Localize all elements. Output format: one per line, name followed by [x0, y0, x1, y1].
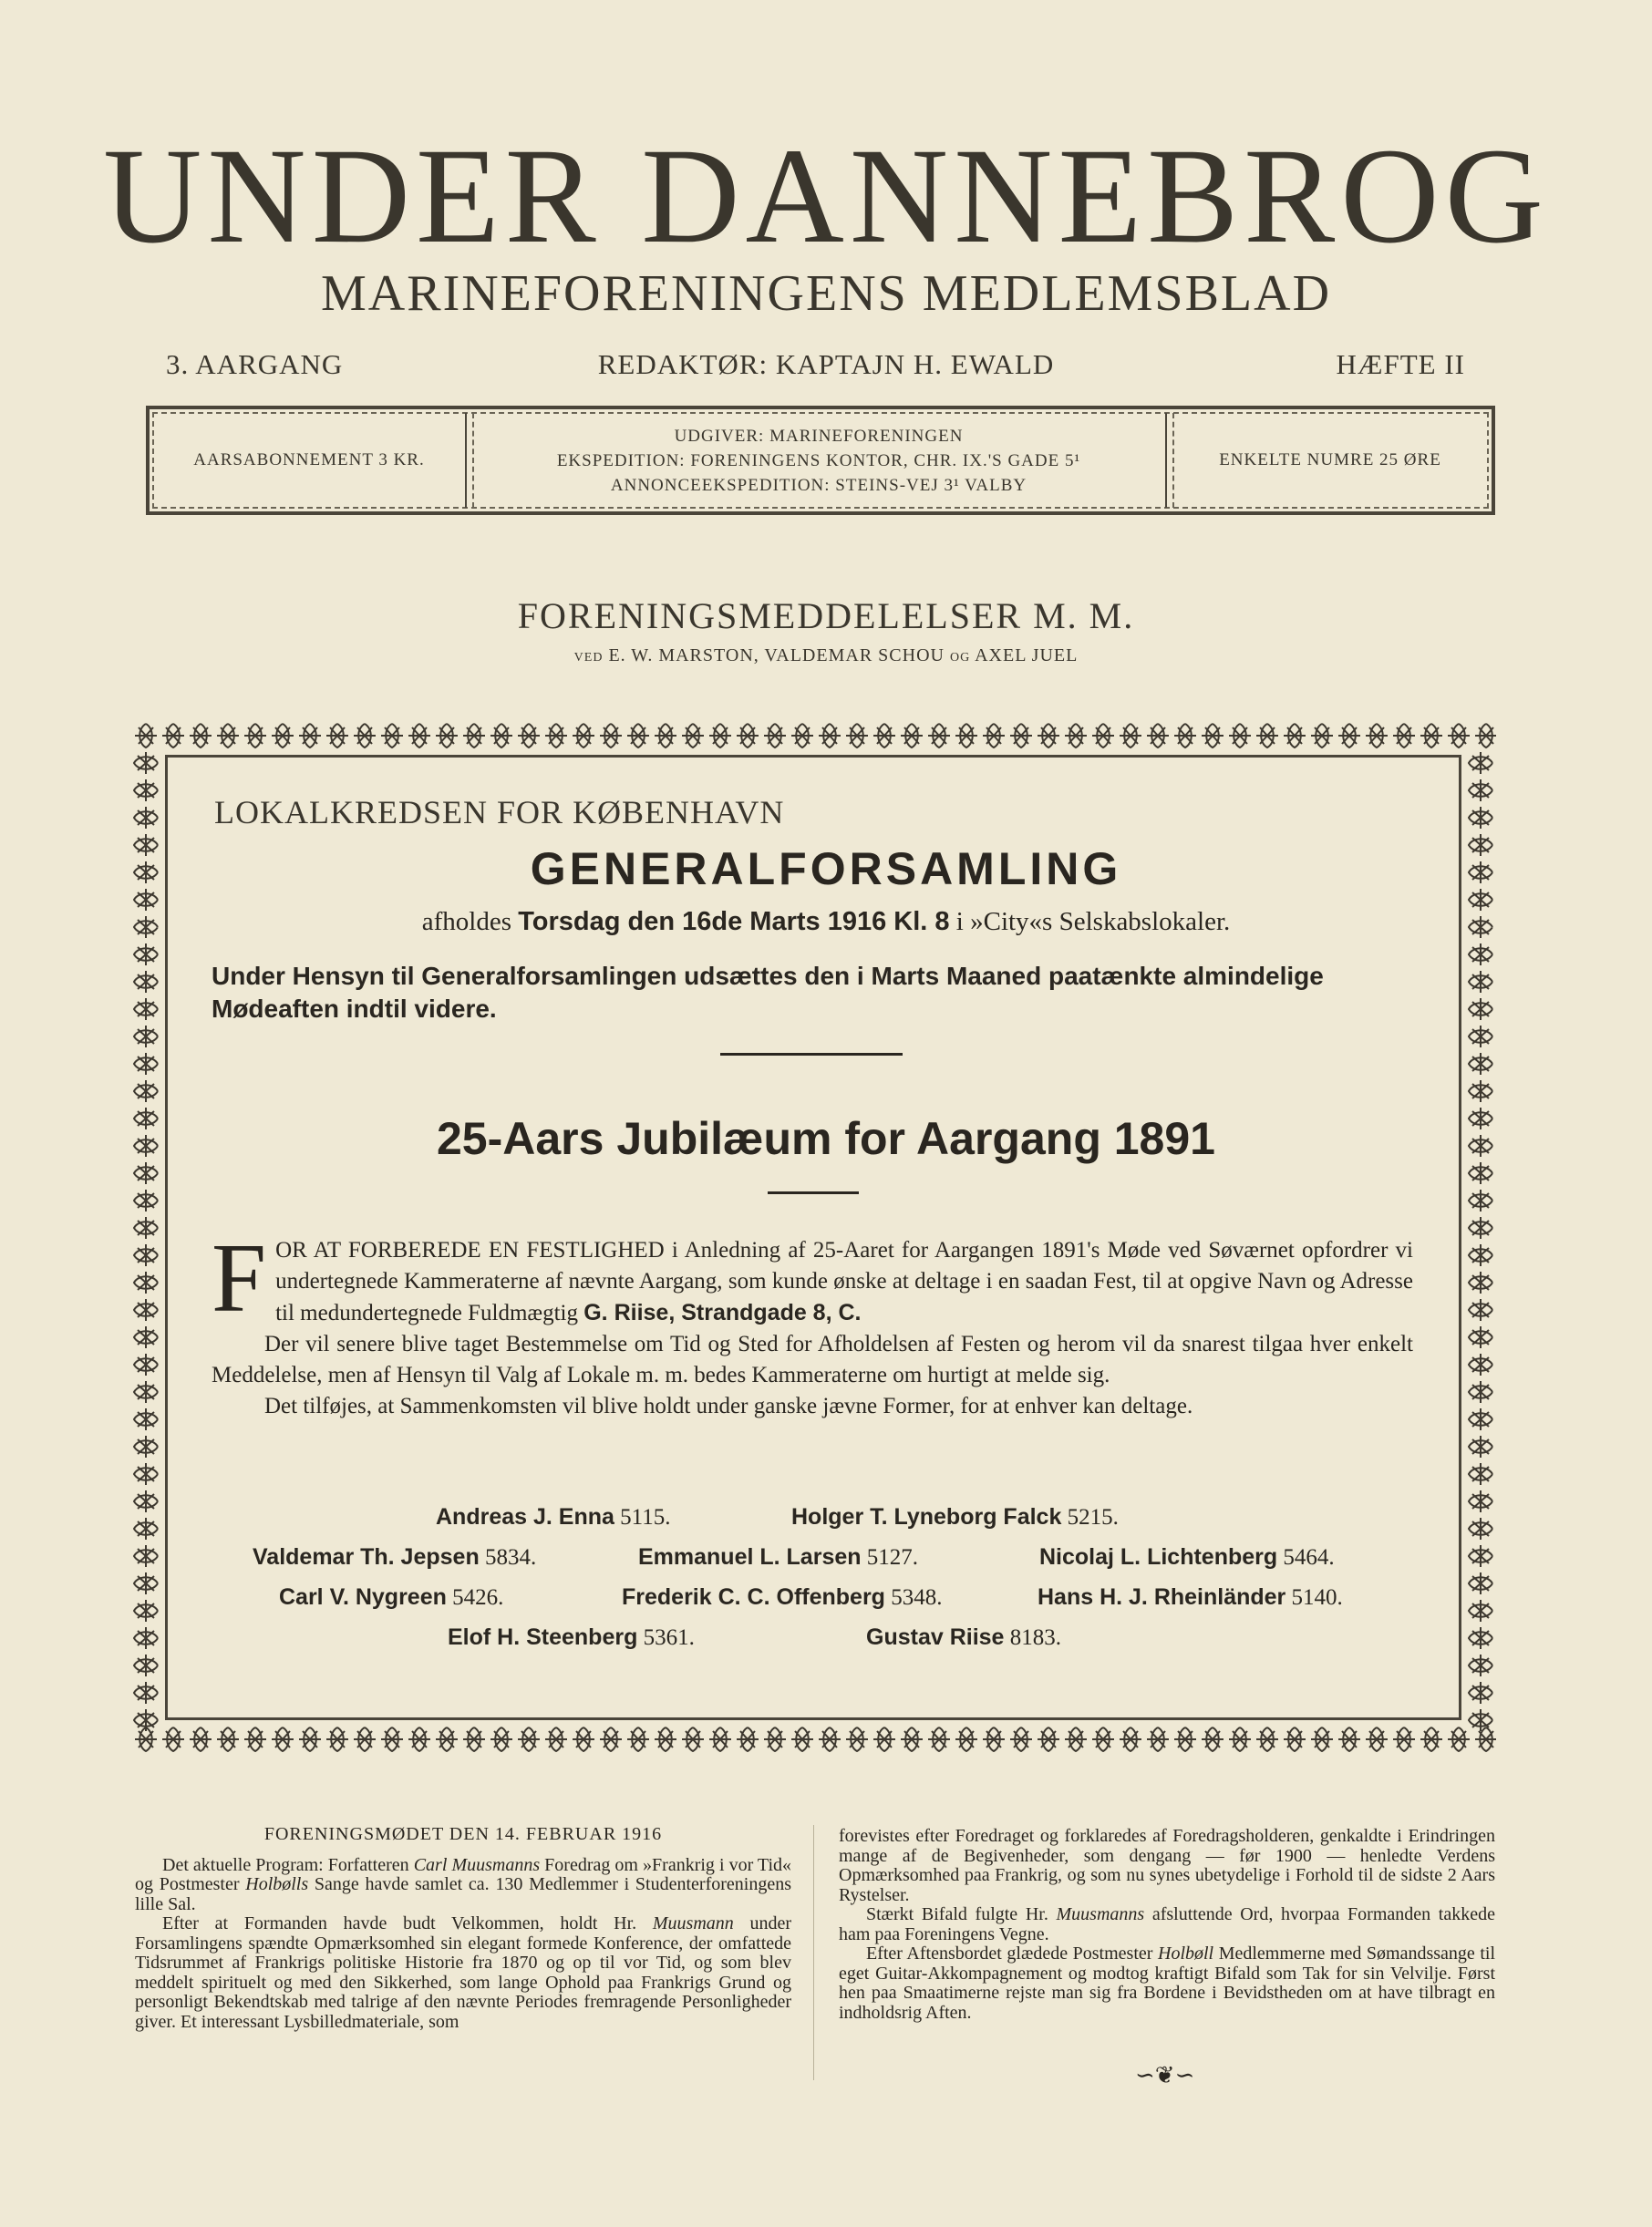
frame-ornament-icon [1469, 1326, 1492, 1348]
article-paragraph: Stærkt Bifald fulgte Hr. Muusmanns afsluttende Ord, hvorpaa Formanden takkede ham paa Foreningens Vegne. [839, 1904, 1495, 1944]
frame-ornament-icon [846, 724, 868, 747]
frame-ornament-icon [134, 1217, 158, 1239]
frame-ornament-icon [764, 724, 786, 747]
frame-ornament-icon [408, 724, 430, 747]
publisher-line: UDGIVER: MARINEFORENINGEN [674, 426, 964, 446]
frame-ornament-icon [1065, 724, 1087, 747]
notice-line1-post: i »City«s Selskabslokaler. [955, 907, 1231, 936]
frame-ornament-icon [901, 724, 923, 747]
article-paragraph: Det aktuelle Program: Forfatteren Carl Muusmanns Foredrag om »Frankrig i vor Tid« og Postmester Holbølls Sange havde samlet ca. 130 Medlemmer i Studenterforeningens lille Sal. [135, 1854, 792, 1914]
jubilee-title: 25-Aars Jubilæum for Aargang 1891 [437, 1113, 1215, 1164]
frame-ornament-icon [819, 724, 841, 747]
frame-ornament-icon [1420, 724, 1442, 747]
frame-ornament-icon [791, 724, 813, 747]
frame-ornament-icon [134, 1053, 158, 1075]
frame-ornament-icon [134, 1709, 158, 1731]
column-divider [813, 1825, 814, 2080]
frame-ornament-icon [1229, 1727, 1251, 1751]
frame-ornament-icon [1256, 1727, 1278, 1751]
frame-ornament-icon [1469, 1408, 1492, 1430]
article-paragraph: Efter Aftensbordet glædede Postmester Holbøll Medlemmerne med Sømandssange til eget Guitar-Akkompagnement og modtog kraftigt Bifald som Tak for sin Velvilje. Først hen paa Smaatimerne rejste man sig fra Bordene i Bevidstheden om at have tilbragt en indholdsrig Aften. [839, 1943, 1496, 2023]
notice-line1-date: Torsdag den 16de Marts 1916 Kl. 8 [518, 907, 950, 936]
publisher-details [469, 409, 1169, 511]
frame-ornament-icon [1469, 1162, 1492, 1184]
frame-ornament-icon [1229, 724, 1251, 747]
frame-ornament-icon [1469, 1518, 1492, 1540]
frame-ornament-icon [326, 724, 348, 747]
frame-ornament-icon [1469, 1490, 1492, 1512]
frame-ornament-icon [983, 1727, 1005, 1751]
frame-ornament-icon [1469, 807, 1492, 829]
signature: Nicolaj L. Lichtenberg 5464. [1039, 1544, 1335, 1570]
frame-ornament-icon [764, 1727, 786, 1751]
frame-ornament-icon [1469, 1272, 1492, 1294]
frame-ornament-icon [134, 1545, 158, 1567]
frame-ornament-icon [1469, 1244, 1492, 1266]
frame-ornament-icon [134, 1627, 158, 1649]
frame-ornament-icon [1311, 724, 1333, 747]
frame-ornament-icon [1202, 1727, 1224, 1751]
signature: Gustav Riise 8183. [866, 1624, 1061, 1650]
frame-ornament-icon [162, 724, 184, 747]
frame-ornament-icon [518, 1727, 540, 1751]
frame-ornament-icon [1393, 1727, 1415, 1751]
notice-title: GENERALFORSAMLING [530, 843, 1122, 894]
frame-ornament-icon [1147, 1727, 1169, 1751]
jubilee-body [212, 1224, 1413, 1422]
frame-ornament-icon [134, 1026, 158, 1047]
publication-info-box [146, 406, 1495, 515]
frame-ornament-icon [1469, 1709, 1492, 1731]
frame-ornament-icon [134, 1272, 158, 1294]
frame-ornament-icon [134, 1490, 158, 1512]
jubilee-p1-text: OR AT FORBEREDE EN FESTLIGHED i Anledning af 25-Aaret for Aargangen 1891's Møde ved Søværnet opfordrer vi undertegnede Kammeraterne af nævnte Aargang, som kunde ønske at deltage i en saadan Fest, til at opgive Navn og Adresse til medundertegnede Fuldmægtig [275, 1238, 1413, 1325]
frame-ornament-icon [737, 1727, 759, 1751]
article-column-right [839, 1827, 1495, 2023]
frame-ornament-icon [134, 752, 158, 774]
frame-ornament-icon [436, 1727, 458, 1751]
frame-ornament-icon [134, 1381, 158, 1403]
frame-ornament-icon [573, 1727, 594, 1751]
frame-ornament-icon [463, 1727, 485, 1751]
frame-ornament-icon [1469, 1053, 1492, 1075]
jubilee-contact: G. Riise, Strandgade 8, C. [583, 1300, 862, 1325]
frame-ornament-icon [272, 1727, 294, 1751]
jubilee-paragraph-3: Det tilføjes, at Sammenkomsten vil blive holdt under ganske jævne Former, for at enhver kan deltage. [264, 1394, 1193, 1418]
frame-ornament-icon [134, 1682, 158, 1704]
frame-ornament-icon [518, 724, 540, 747]
frame-ornament-icon [1120, 1727, 1141, 1751]
byline-og: OG [949, 651, 971, 665]
ads-line: ANNONCEEKSPEDITION: STEINS-VEJ 3¹ VALBY [610, 475, 1027, 495]
section-title: FORENINGSMEDDELELSER M. M. [517, 595, 1135, 636]
frame-ornament-icon [791, 1727, 813, 1751]
frame-ornament-icon [1311, 1727, 1333, 1751]
frame-ornament-icon [1475, 1727, 1496, 1751]
frame-ornament-icon [408, 1727, 430, 1751]
frame-ornament-icon [134, 1162, 158, 1184]
frame-ornament-icon [737, 724, 759, 747]
notice-meeting-line [0, 907, 1652, 937]
masthead-subtitle: MARINEFORENINGENS MEDLEMSBLAD [320, 265, 1332, 322]
signature: Carl V. Nygreen 5426. [279, 1584, 504, 1610]
frame-ornament-icon [655, 724, 676, 747]
frame-ornament-icon [1469, 1655, 1492, 1676]
frame-ornament-icon [1469, 1299, 1492, 1321]
jubilee-paragraph-1 [212, 1224, 1413, 1333]
frame-ornament-icon [682, 1727, 704, 1751]
frame-ornament-icon [135, 724, 157, 747]
frame-ornament-icon [1338, 1727, 1360, 1751]
frame-ornament-icon [134, 1655, 158, 1676]
frame-ornament-icon [600, 724, 622, 747]
byline-names: E. W. MARSTON, VALDEMAR SCHOU [608, 645, 945, 665]
subscription-price: AARSABONNEMENT 3 KR. [193, 450, 425, 469]
frame-ornament-icon [1420, 1727, 1442, 1751]
frame-ornament-icon [709, 724, 731, 747]
frame-ornament-icon [1475, 724, 1496, 747]
frame-ornament-icon [190, 724, 212, 747]
frame-ornament-icon [217, 724, 239, 747]
byline-ved: VED [573, 651, 604, 665]
frame-ornament-icon [1256, 724, 1278, 747]
frame-ornament-icon [819, 1727, 841, 1751]
frame-ornament-icon [1010, 724, 1032, 747]
expedition-line: EKSPEDITION: FORENINGENS KONTOR, CHR. IX.'S GADE 5¹ [556, 450, 1081, 470]
frame-ornament-icon [627, 1727, 649, 1751]
frame-ornament-icon [1393, 724, 1415, 747]
frame-ornament-icon [1469, 971, 1492, 993]
notice-line1-pre: afholdes [421, 907, 511, 936]
frame-ornament-icon [1120, 724, 1141, 747]
frame-ornament-icon [134, 779, 158, 801]
frame-ornament-icon [846, 1727, 868, 1751]
frame-ornament-icon [1469, 943, 1492, 965]
frame-ornament-icon [1469, 1436, 1492, 1458]
frame-ornament-icon [1469, 998, 1492, 1020]
frame-ornament-icon [354, 1727, 376, 1751]
frame-ornament-icon [217, 1727, 239, 1751]
frame-ornament-icon [1338, 724, 1360, 747]
divider-rule [768, 1191, 859, 1194]
issue-label: HÆFTE II [1336, 348, 1465, 380]
frame-ornament-icon [490, 724, 512, 747]
frame-ornament-icon [1469, 1381, 1492, 1403]
frame-ornament-icon [901, 1727, 923, 1751]
frame-ornament-icon [134, 998, 158, 1020]
frame-ornament-icon [1469, 752, 1492, 774]
end-ornament-icon: ∽❦∽ [1135, 2062, 1195, 2088]
frame-ornament-icon [545, 724, 567, 747]
frame-ornament-icon [873, 1727, 895, 1751]
frame-ornament-icon [436, 724, 458, 747]
frame-ornament-icon [955, 1727, 977, 1751]
frame-ornament-icon [134, 1080, 158, 1102]
signature: Andreas J. Enna 5115. [436, 1504, 671, 1530]
volume-label: 3. AARGANG [166, 348, 344, 380]
frame-ornament-icon [1469, 779, 1492, 801]
drop-cap: F [212, 1224, 267, 1333]
notice-heading: LOKALKREDSEN FOR KØBENHAVN [214, 794, 785, 830]
frame-ornament-icon [1469, 1572, 1492, 1594]
frame-ornament-icon [1010, 1727, 1032, 1751]
frame-ornament-icon [873, 724, 895, 747]
frame-ornament-icon [1038, 1727, 1059, 1751]
frame-ornament-icon [299, 724, 321, 747]
frame-ornament-icon [244, 1727, 266, 1751]
frame-ornament-icon [1366, 724, 1388, 747]
frame-ornament-icon [709, 1727, 731, 1751]
frame-ornament-icon [134, 1326, 158, 1348]
frame-ornament-icon [326, 1727, 348, 1751]
frame-ornament-icon [134, 1408, 158, 1430]
frame-ornament-icon [1469, 1217, 1492, 1239]
frame-ornament-icon [1174, 724, 1196, 747]
frame-ornament-icon [1469, 1080, 1492, 1102]
frame-ornament-icon [1469, 1600, 1492, 1622]
frame-ornament-icon [983, 724, 1005, 747]
frame-ornament-icon [354, 724, 376, 747]
frame-ornament-icon [134, 943, 158, 965]
frame-ornament-icon [1174, 1727, 1196, 1751]
frame-ornament-icon [1366, 1727, 1388, 1751]
article-paragraph: Efter at Formanden havde budt Velkommen, holdt Hr. Muusmann under Forsamlingens spændte Opmærksomhed sin elegant formede Konference, der omfattede Tidsrummet af Frankrigs politiske Historie fra 1870 og op til vor Tid, og som blev meddelt spirituelt og med den Sikkerhed, som lange Ophold paa Frankrigs Grund og personligt Bekendtskab med talrige af den nævnte Periodes fremragende Personligheder giver. Et interessant Lysbilledmateriale, som [135, 1913, 792, 2032]
frame-ornament-icon [134, 1463, 158, 1485]
jubilee-paragraph-2: Der vil senere blive taget Bestemmelse om Tid og Sted for Afholdelsen af Festen og herom vil da snarest tilgaa hver enkelt Meddelelse, men af Hensyn til Valg af Lokale m. m. bedes Kammeraterne om hurtigt at melde sig. [212, 1332, 1413, 1387]
frame-ornament-icon [955, 724, 977, 747]
frame-ornament-icon [162, 1727, 184, 1751]
frame-ornament-icon [134, 807, 158, 829]
frame-ornament-icon [1448, 1727, 1470, 1751]
article-paragraph: forevistes efter Foredraget og forklaredes af Foredragsholderen, genkaldte i Erindringen mange af de Begivenheder, som dengang — før 1900 — henledte Verdens Opmærksomhed paa Frankrig, og som nu synes ubetydelige i Forhold til de sidste 2 Aars Rystelser. [839, 1826, 1495, 1905]
frame-ornament-icon [381, 1727, 403, 1751]
frame-ornament-icon [1147, 724, 1169, 747]
section-byline [0, 645, 1652, 666]
frame-ornament-icon [600, 1727, 622, 1751]
frame-ornament-icon [134, 1190, 158, 1211]
frame-ornament-icon [1469, 1463, 1492, 1485]
frame-ornament-icon [134, 1299, 158, 1321]
frame-ornament-icon [1092, 1727, 1114, 1751]
frame-ornament-icon [655, 1727, 676, 1751]
single-issue-price: ENKELTE NUMRE 25 ØRE [1219, 450, 1441, 469]
frame-ornament-icon [928, 724, 950, 747]
frame-ornament-icon [1284, 1727, 1306, 1751]
divider-rule [720, 1053, 903, 1056]
frame-ornament-icon [1448, 724, 1470, 747]
frame-ornament-icon [244, 724, 266, 747]
frame-ornament-icon [134, 1600, 158, 1622]
frame-ornament-icon [134, 1244, 158, 1266]
frame-ornament-icon [463, 724, 485, 747]
frame-ornament-icon [381, 724, 403, 747]
masthead-title: UNDER DANNEBROG [103, 120, 1549, 272]
frame-ornament-icon [1202, 724, 1224, 747]
frame-ornament-icon [134, 1518, 158, 1540]
frame-ornament-icon [573, 724, 594, 747]
frame-ornament-icon [928, 1727, 950, 1751]
frame-ornament-icon [1469, 1190, 1492, 1211]
frame-ornament-icon [190, 1727, 212, 1751]
notice-postponement: Under Hensyn til Generalforsamlingen udsættes den i Marts Maaned paatænkte almindelige Mødeaften indtil videre. [212, 962, 1324, 1023]
frame-ornament-icon [1092, 724, 1114, 747]
frame-ornament-icon [490, 1727, 512, 1751]
signature: Emmanuel L. Larsen 5127. [638, 1544, 919, 1570]
frame-ornament-icon [134, 1436, 158, 1458]
frame-ornament-icon [134, 1572, 158, 1594]
frame-ornament-icon [627, 724, 649, 747]
frame-ornament-icon [134, 1354, 158, 1376]
frame-ornament-icon [1038, 724, 1059, 747]
article-column-left [135, 1825, 791, 2032]
frame-ornament-icon [1065, 1727, 1087, 1751]
frame-ornament-icon [1469, 1682, 1492, 1704]
signature: Frederik C. C. Offenberg 5348. [622, 1584, 943, 1610]
editor-label: REDAKTØR: KAPTAJN H. EWALD [597, 348, 1055, 380]
frame-ornament-icon [1469, 1627, 1492, 1649]
byline-last: AXEL JUEL [975, 645, 1079, 665]
frame-ornament-icon [1284, 724, 1306, 747]
frame-ornament-icon [272, 724, 294, 747]
frame-ornament-icon [1469, 1026, 1492, 1047]
frame-ornament-icon [134, 971, 158, 993]
signature: Holger T. Lyneborg Falck 5215. [791, 1504, 1119, 1530]
frame-ornament-icon [299, 1727, 321, 1751]
signature: Valdemar Th. Jepsen 5834. [253, 1544, 537, 1570]
frame-ornament-icon [682, 724, 704, 747]
article-heading: FORENINGSMØDET DEN 14. FEBRUAR 1916 [263, 1824, 663, 1844]
frame-ornament-icon [1469, 1545, 1492, 1567]
signature: Elof H. Steenberg 5361. [448, 1624, 695, 1650]
frame-ornament-icon [1469, 1354, 1492, 1376]
frame-ornament-icon [545, 1727, 567, 1751]
signature: Hans H. J. Rheinländer 5140. [1038, 1584, 1343, 1610]
